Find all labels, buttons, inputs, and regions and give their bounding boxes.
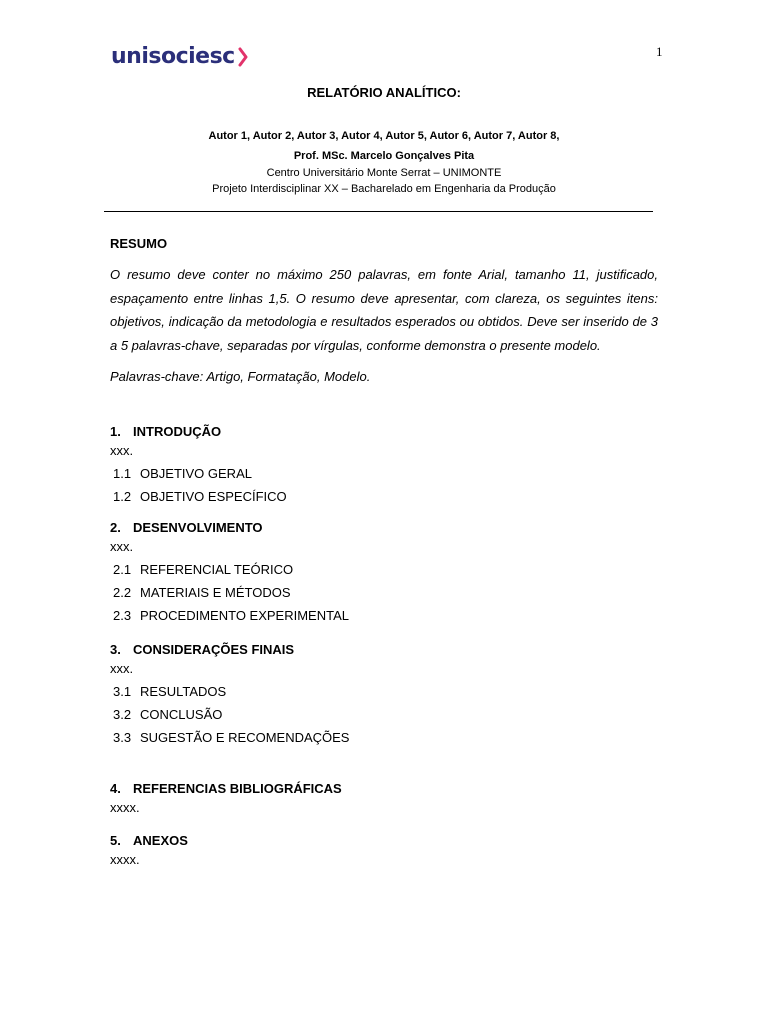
section-number: 4.: [110, 781, 121, 796]
section-title: REFERENCIAS BIBLIOGRÁFICAS: [133, 781, 342, 796]
subsection-number: 3.2: [113, 707, 132, 722]
section-title: ANEXOS: [133, 833, 188, 848]
section-heading: [110, 520, 658, 535]
section-desenvolvimento: [110, 520, 658, 627]
section-referencias: [110, 781, 658, 819]
subsection-title: CONCLUSÃO: [140, 707, 223, 722]
unisociesc-logo: [111, 44, 248, 69]
subsection-number: 1.1: [113, 466, 132, 481]
subsection-title: MATERIAIS E MÉTODOS: [140, 585, 291, 600]
section-text: xxx.: [110, 661, 134, 676]
section-heading: [110, 642, 658, 657]
section-title: INTRODUÇÃO: [133, 424, 222, 439]
keywords-line: Palavras-chave: Artigo, Formatação, Modelo.: [110, 369, 371, 384]
resumo-heading: RESUMO: [110, 236, 168, 251]
project-line: Projeto Interdisciplinar XX – Bacharelado em Engenharia da Produção: [212, 183, 556, 195]
subsection-number: 2.2: [113, 585, 132, 600]
section-heading: [110, 781, 658, 796]
subsection-title: OBJETIVO GERAL: [140, 466, 252, 481]
logo-text: unisociesc: [111, 44, 235, 69]
subsection: [113, 703, 658, 726]
subsection: [113, 581, 658, 604]
document-body: [110, 236, 658, 871]
section-number: 3.: [110, 642, 121, 657]
subsection-number: 3.1: [113, 684, 132, 699]
subsection: [113, 462, 658, 485]
section-text: xxxx.: [110, 852, 140, 867]
document-title: RELATÓRIO ANALÍTICO:: [307, 85, 461, 100]
section-number: 2.: [110, 520, 121, 535]
section-text: xxxx.: [110, 800, 140, 815]
section-introducao: [110, 424, 658, 508]
subsection-number: 3.3: [113, 730, 132, 745]
subsection-title: PROCEDIMENTO EXPERIMENTAL: [140, 608, 349, 623]
section-number: 5.: [110, 833, 121, 848]
subsection: [113, 680, 658, 703]
subsection-title: OBJETIVO ESPECÍFICO: [140, 489, 287, 504]
subsection-title: RESULTADOS: [140, 684, 227, 699]
subsection-number: 1.2: [113, 489, 132, 504]
section-heading: [110, 833, 658, 848]
advisor-line: Prof. MSc. Marcelo Gonçalves Pita: [293, 150, 475, 162]
subsection-title: SUGESTÃO E RECOMENDAÇÕES: [140, 730, 350, 745]
section-text: xxx.: [110, 539, 134, 554]
section-number: 1.: [110, 424, 121, 439]
subsection-title: REFERENCIAL TEÓRICO: [140, 562, 294, 577]
section-title: DESENVOLVIMENTO: [133, 520, 263, 535]
section-consideracoes-finais: [110, 642, 658, 749]
section-title: CONSIDERAÇÕES FINAIS: [133, 642, 295, 657]
authors-line: Autor 1, Autor 2, Autor 3, Autor 4, Autor 5, Autor 6, Autor 7, Autor 8,: [208, 130, 560, 142]
subsection: [113, 726, 658, 749]
subsection-number: 2.3: [113, 608, 132, 623]
institution-line: Centro Universitário Monte Serrat – UNIMONTE: [266, 167, 502, 179]
chevron-right-icon: [238, 47, 248, 67]
section-heading: [110, 424, 658, 439]
section-text: xxx.: [110, 443, 134, 458]
separator-line: [104, 211, 653, 212]
page-number: 1: [656, 44, 663, 59]
subsection-number: 2.1: [113, 562, 132, 577]
subsection: [113, 485, 658, 508]
resumo-body: O resumo deve conter no máximo 250 palavras, em fonte Arial, tamanho 11, justificado, espaçamento entre linhas 1,5. O resumo deve apresentar, com clareza, os seguintes itens: objetivos, indicação da metodologia e resultados esperados ou obtidos. Deve ser inserido de 3 a 5 palavras-chave, separadas por vírgulas, conforme demonstra o presente modelo.: [110, 267, 658, 353]
subsection: [113, 604, 658, 627]
section-anexos: [110, 833, 658, 871]
subsection: [113, 558, 658, 581]
